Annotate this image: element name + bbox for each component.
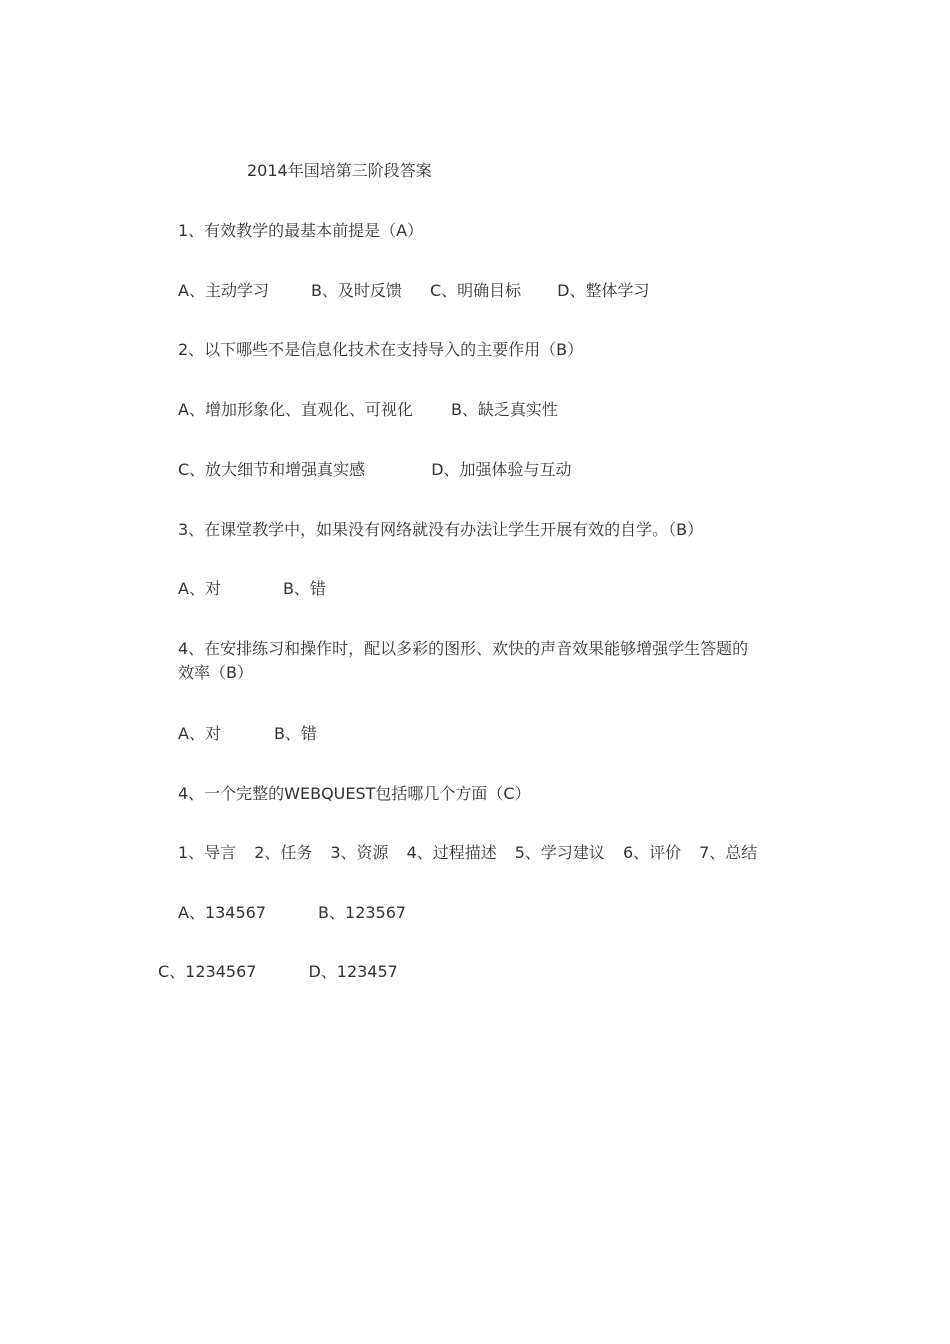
question-4-stem-line-2: 效率（B） [178, 663, 253, 682]
question-1-options [178, 279, 649, 303]
question-3-option-b: B、错 [282, 579, 326, 598]
question-5-item-6: 6、评价 [622, 843, 682, 862]
question-5-items [178, 841, 757, 865]
question-2-options-row-2 [178, 458, 572, 482]
question-5-item-4: 4、过程描述 [406, 843, 497, 862]
document-title: 2014年国培第三阶段答案 [247, 161, 432, 180]
question-2-option-a: A、增加形象化、直观化、可视化 [178, 400, 413, 419]
question-2-option-b: B、缺乏真实性 [450, 400, 558, 419]
question-4-option-b: B、错 [273, 724, 317, 743]
question-5-option-a: A、134567 [178, 903, 267, 922]
question-2-stem: 2、以下哪些不是信息化技术在支持导入的主要作用（B） [178, 340, 584, 359]
question-5-options-row-2 [158, 960, 398, 984]
question-3-option-a: A、对 [178, 579, 221, 598]
question-1-option-d: D、整体学习 [557, 281, 650, 300]
question-4-options [178, 722, 317, 746]
question-1-stem: 1、有效教学的最基本前提是（A） [178, 221, 424, 240]
question-5-option-b: B、123567 [318, 903, 407, 922]
question-5-options-row-1 [178, 901, 406, 925]
question-5-stem: 4、一个完整的WEBQUEST包括哪几个方面（C） [178, 784, 531, 803]
question-5-option-d: D、123457 [308, 962, 398, 981]
question-2-options-row-1 [178, 398, 558, 422]
question-5-item-7: 7、总结 [699, 843, 758, 862]
question-1-option-a: A、主动学习 [178, 281, 269, 300]
question-2-option-c: C、放大细节和增强真实感 [178, 460, 366, 479]
question-5-item-1: 1、导言 [178, 843, 237, 862]
question-2-option-d: D、加强体验与互动 [431, 460, 572, 479]
question-4-stem [178, 637, 778, 685]
question-5-option-c: C、1234567 [158, 962, 257, 981]
question-4-option-a: A、对 [178, 724, 221, 743]
question-1-option-b: B、及时反馈 [310, 281, 402, 300]
question-5-item-5: 5、学习建议 [514, 843, 605, 862]
question-3-stem: 3、在课堂教学中，如果没有网络就没有办法让学生开展有效的自学。（B） [178, 520, 704, 539]
question-5-item-2: 2、任务 [254, 843, 313, 862]
question-5-item-3: 3、资源 [330, 843, 389, 862]
question-3-options [178, 577, 326, 601]
question-4-stem-line-1: 4、在安排练习和操作时，配以多彩的图形、欢快的声音效果能够增强学生答题的 [178, 639, 749, 658]
question-1-option-c: C、明确目标 [429, 281, 522, 300]
